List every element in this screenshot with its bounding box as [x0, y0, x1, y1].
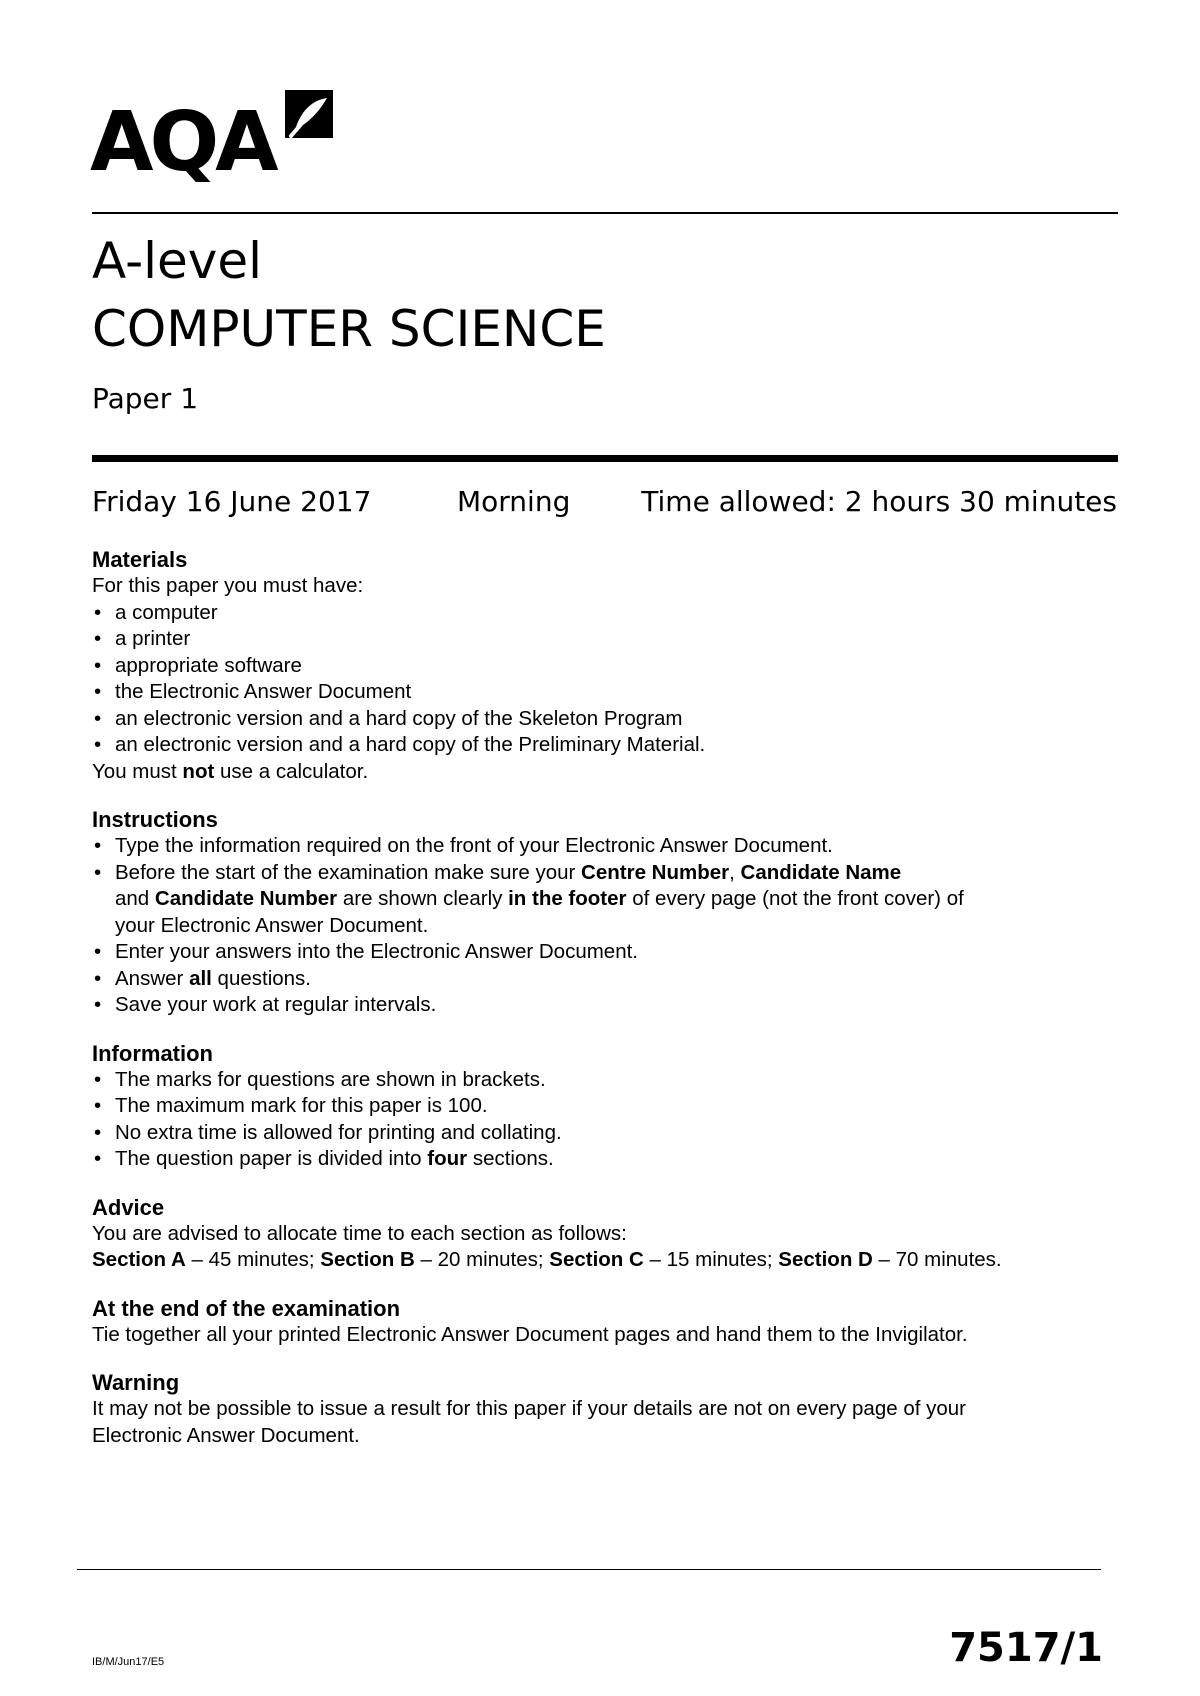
title-rule: [92, 455, 1118, 462]
time-allowed: Time allowed: 2 hours 30 minutes: [641, 485, 1117, 518]
list-item: • No extra time is allowed for printing and collating.: [92, 1120, 1132, 1147]
item-emphasis: four: [427, 1147, 468, 1170]
footer-rule: [77, 1569, 1101, 1570]
list-item: [92, 860, 1132, 940]
section-time: – 20 minutes;: [414, 1248, 550, 1271]
paper-code: 7517/1: [949, 1625, 1103, 1671]
section-label: Section B: [320, 1248, 415, 1271]
item-emphasis: in the footer: [508, 887, 627, 910]
section-time: – 15 minutes;: [643, 1248, 779, 1271]
logo-text: AQA: [90, 95, 275, 190]
list-item: • an electronic version and a hard copy of the Preliminary Material.: [92, 732, 1132, 759]
warning-text: It may not be possible to issue a result for this paper if your details are not on every page of your: [92, 1397, 967, 1420]
note-text: You must: [92, 759, 183, 783]
item-text: questions.: [211, 966, 312, 990]
advice-section: [92, 1194, 1132, 1274]
list-item: • the Electronic Answer Document: [92, 679, 1132, 706]
advice-intro: You are advised to allocate time to each section as follows:: [92, 1221, 627, 1245]
item-emphasis: Candidate Number: [154, 887, 338, 910]
item-text: sections.: [467, 1147, 554, 1170]
advice-heading: Advice: [92, 1194, 165, 1220]
header-rule: [92, 212, 1118, 214]
item-text: are shown clearly: [337, 887, 509, 910]
list-item: • The maximum mark for this paper is 100.: [92, 1093, 1132, 1120]
end-of-exam-heading: At the end of the examination: [92, 1295, 401, 1321]
section-label: Section C: [549, 1248, 644, 1271]
section-time: – 70 minutes.: [872, 1248, 1002, 1271]
instructions-list: [92, 833, 1132, 1019]
section-label: Section D: [778, 1248, 873, 1271]
end-of-exam-text: Tie together all your printed Electronic Answer Document pages and hand them to the Invigilator.: [92, 1322, 968, 1346]
list-item: • appropriate software: [92, 653, 1132, 680]
item-emphasis: Centre Number: [581, 860, 730, 884]
warning-section: [92, 1369, 1132, 1449]
list-item: • The marks for questions are shown in brackets.: [92, 1067, 1132, 1094]
section-time: – 45 minutes;: [185, 1248, 321, 1271]
item-text: The question paper is divided into: [115, 1147, 428, 1170]
end-of-exam-section: [92, 1295, 1132, 1349]
aqa-logo: [90, 86, 337, 190]
note-emphasis: not: [182, 759, 215, 783]
instructions-heading: Instructions: [92, 807, 218, 832]
qualification-level: A-level: [92, 232, 263, 290]
materials-intro: For this paper you must have:: [92, 574, 364, 597]
paper-number: Paper 1: [92, 382, 199, 415]
item-text: of every page (not the front cover) of: [626, 887, 964, 910]
warning-heading: Warning: [92, 1370, 180, 1395]
leaf-icon: [281, 86, 337, 142]
item-text: your Electronic Answer Document.: [115, 913, 429, 937]
information-list: [92, 1067, 1132, 1173]
instructions-section: [92, 806, 1132, 1019]
list-item: • a printer: [92, 626, 1132, 653]
exam-date: Friday 16 June 2017: [92, 485, 372, 518]
subject-title: COMPUTER SCIENCE: [92, 300, 606, 358]
item-emphasis: Candidate Name: [740, 860, 902, 884]
section-timings: [92, 1247, 1132, 1274]
warning-text: Electronic Answer Document.: [92, 1423, 360, 1447]
item-text: ,: [729, 860, 741, 884]
list-item: • Enter your answers into the Electronic Answer Document.: [92, 939, 1132, 966]
cover-content: [92, 546, 1132, 1470]
information-heading: Information: [92, 1040, 213, 1066]
item-text: and: [115, 887, 155, 910]
list-item: • Save your work at regular intervals.: [92, 992, 1132, 1019]
list-item: • an electronic version and a hard copy of the Skeleton Program: [92, 706, 1132, 733]
item-text: Answer: [115, 966, 190, 990]
calculator-note: [92, 759, 1132, 786]
list-item: • Type the information required on the front of your Electronic Answer Document.: [92, 833, 1132, 860]
note-text: use a calculator.: [214, 759, 369, 783]
footer-reference: IB/M/Jun17/E5: [92, 1656, 165, 1668]
materials-section: [92, 546, 1132, 785]
list-item: [92, 966, 1132, 993]
list-item: [92, 1146, 1132, 1173]
exam-session: Morning: [457, 485, 571, 518]
materials-list: [92, 600, 1132, 759]
list-item: • a computer: [92, 600, 1132, 627]
materials-heading: Materials: [92, 547, 188, 572]
section-label: Section A: [92, 1248, 186, 1271]
item-text: Before the start of the examination make sure your: [115, 860, 582, 884]
item-emphasis: all: [189, 966, 212, 990]
information-section: [92, 1040, 1132, 1173]
